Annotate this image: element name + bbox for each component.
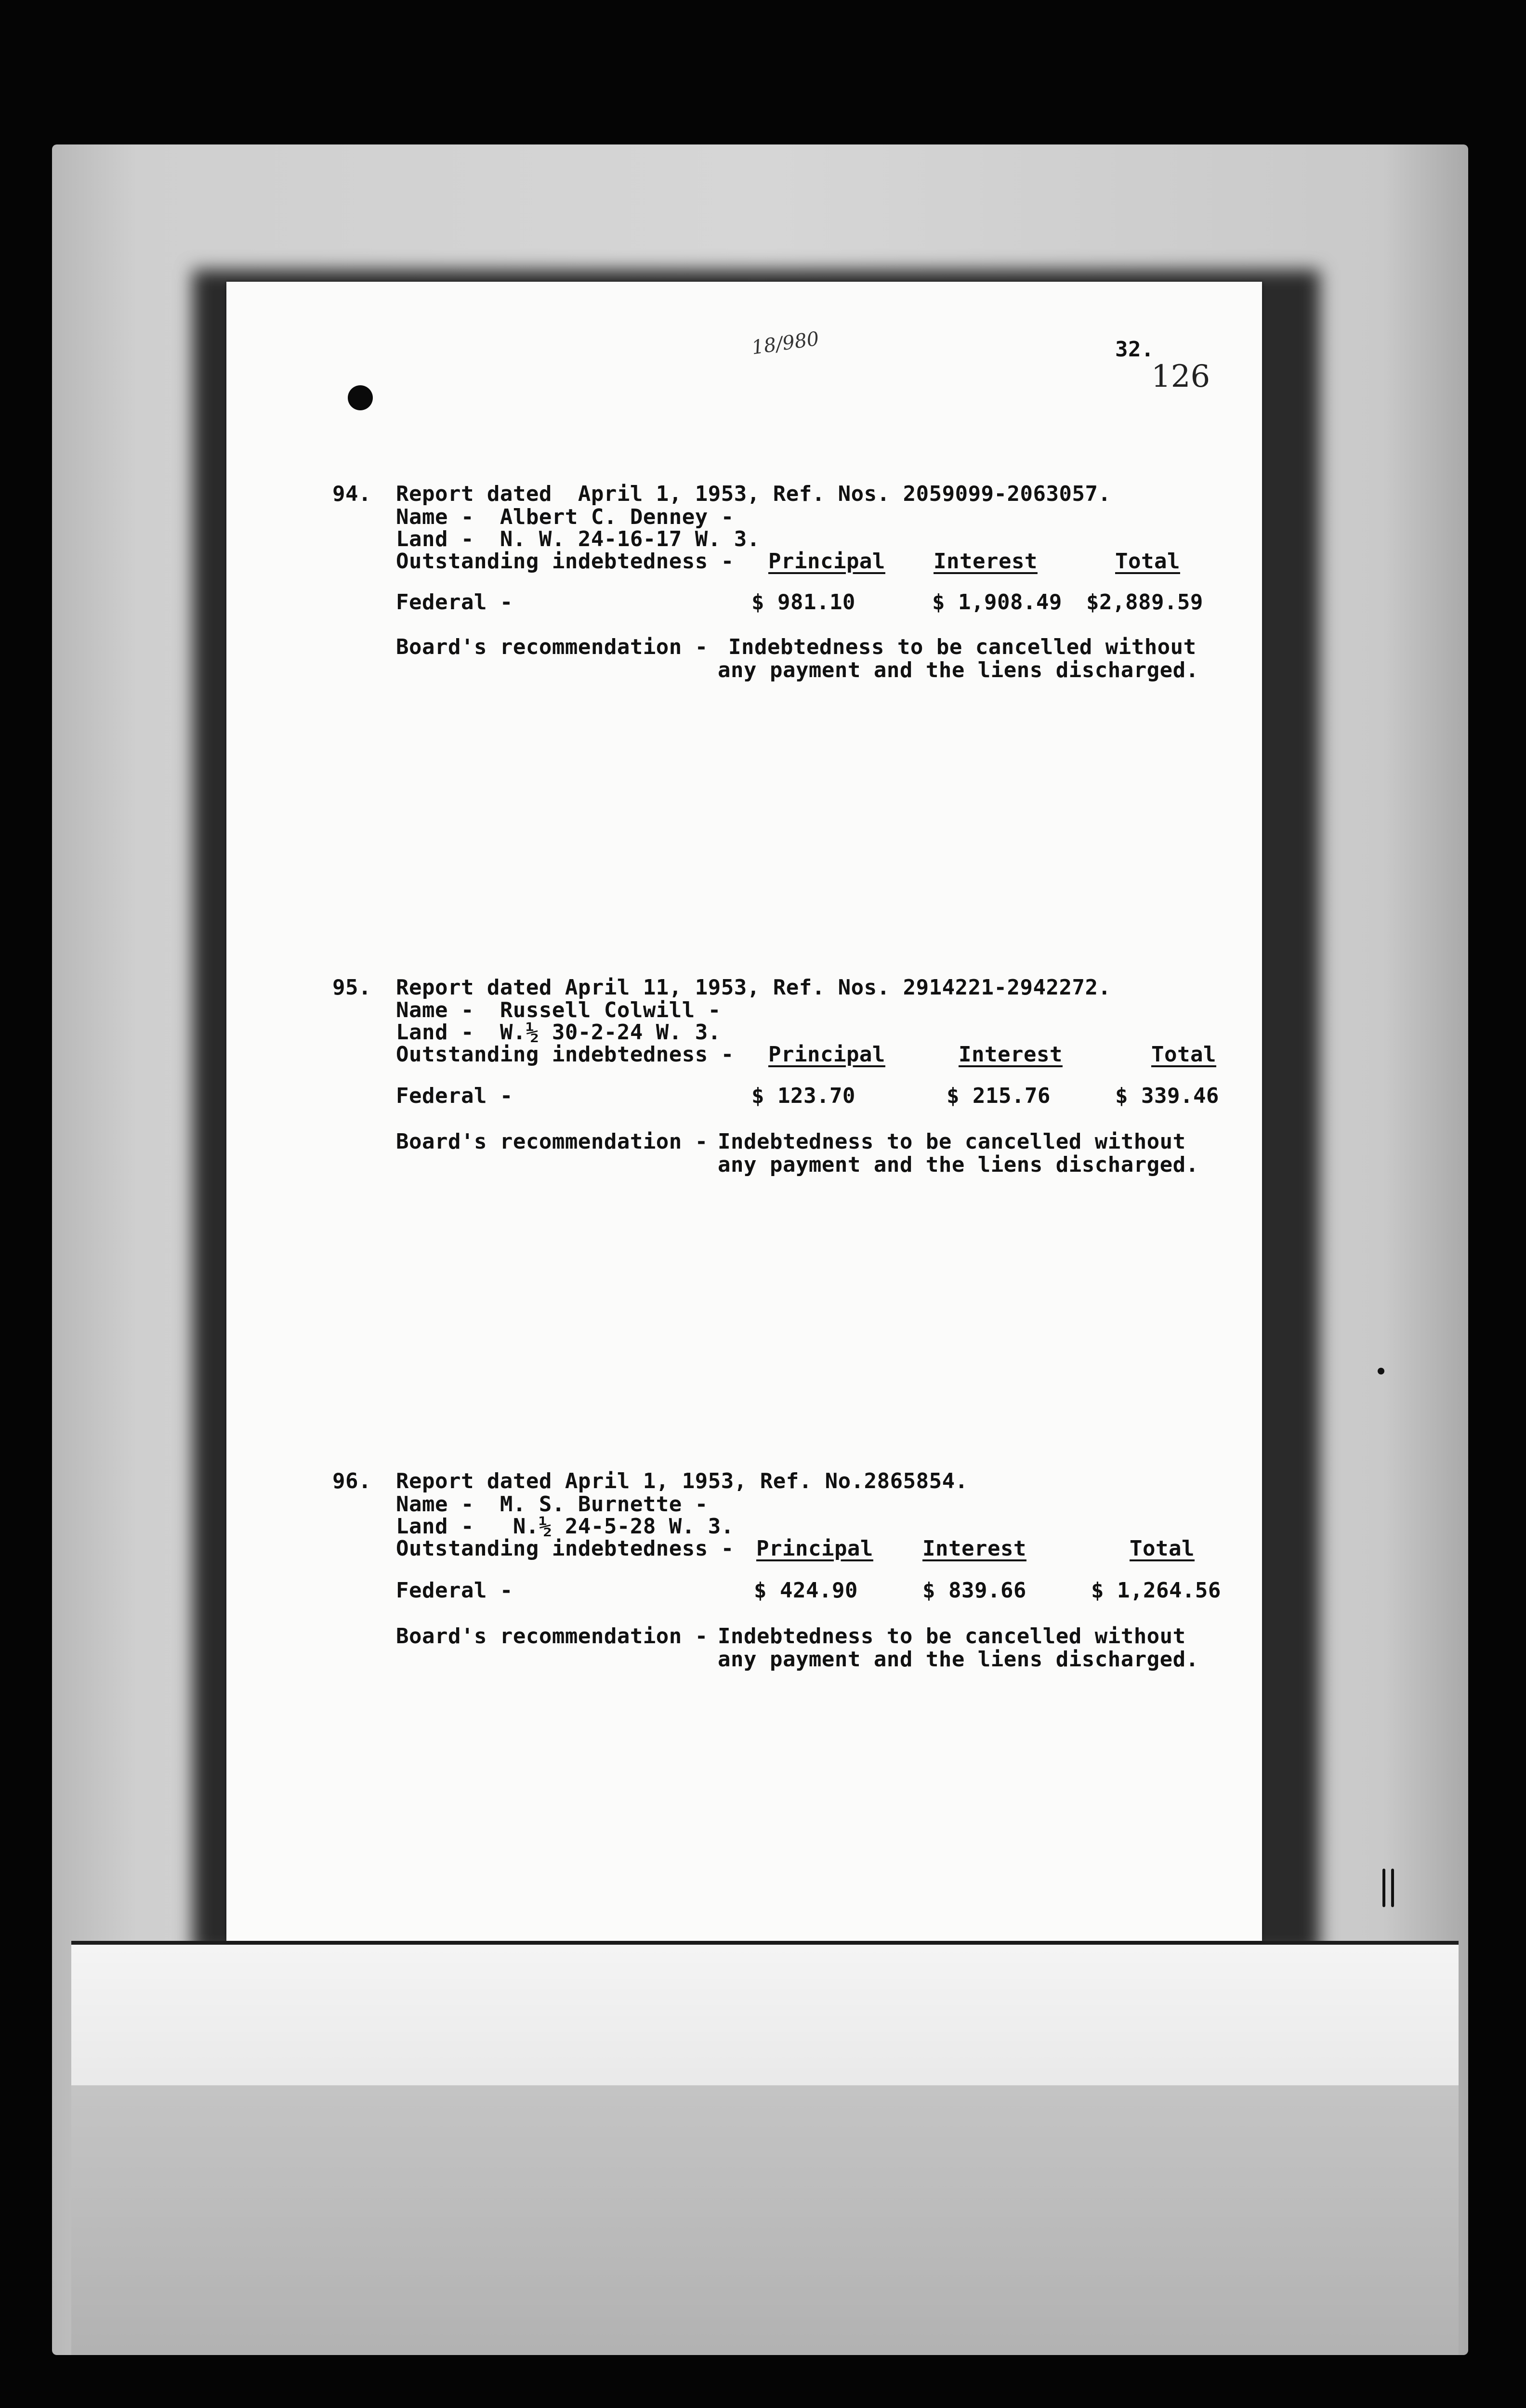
report-line: Report dated April 11, 1953, Ref. Nos. 2914221-2942272. bbox=[396, 975, 1111, 1000]
col-interest: Interest bbox=[922, 1536, 1026, 1561]
punch-hole bbox=[348, 385, 373, 410]
interest-value: $ 839.66 bbox=[922, 1578, 1026, 1603]
outstanding-label: Outstanding indebtedness - bbox=[396, 549, 734, 574]
outstanding-label: Outstanding indebtedness - bbox=[396, 1042, 734, 1067]
col-total: Total bbox=[1151, 1042, 1216, 1067]
recommendation-label: Board's recommendation - bbox=[396, 1624, 708, 1649]
recommendation-line-2: any payment and the liens discharged. bbox=[718, 1647, 1199, 1672]
land-line: Land - N.½ 24-5-28 W. 3. bbox=[396, 1514, 734, 1539]
col-total: Total bbox=[1115, 549, 1180, 574]
col-interest: Interest bbox=[959, 1042, 1063, 1067]
report-line: Report dated April 1, 1953, Ref. No.2865854. bbox=[396, 1469, 968, 1493]
report-line: Report dated April 1, 1953, Ref. Nos. 2059099-2063057. bbox=[396, 482, 1111, 506]
stamped-page-number: 126 bbox=[1151, 359, 1210, 394]
underlying-sheet-lower bbox=[71, 2085, 1459, 2355]
scan-speck bbox=[1378, 1368, 1384, 1374]
principal-value: $ 424.90 bbox=[754, 1578, 858, 1603]
recommendation-line-2: any payment and the liens discharged. bbox=[718, 1152, 1199, 1177]
scan-mark bbox=[1382, 1869, 1385, 1907]
recommendation-line-1: Indebtedness to be cancelled without bbox=[728, 635, 1197, 659]
entry-number: 95. bbox=[332, 975, 371, 1000]
recommendation-line-1: Indebtedness to be cancelled without bbox=[718, 1624, 1186, 1649]
entry-number: 96. bbox=[332, 1469, 371, 1493]
principal-value: $ 981.10 bbox=[751, 590, 855, 615]
recommendation-line-1: Indebtedness to be cancelled without bbox=[718, 1129, 1186, 1154]
total-value: $2,889.59 bbox=[1086, 590, 1203, 615]
col-interest: Interest bbox=[934, 549, 1038, 574]
typed-page-number: 32. bbox=[1115, 337, 1154, 362]
principal-value: $ 123.70 bbox=[751, 1084, 855, 1108]
scan-mark bbox=[1391, 1869, 1394, 1907]
col-principal: Principal bbox=[768, 1042, 885, 1067]
name-line: Name - Albert C. Denney - bbox=[396, 505, 734, 529]
interest-value: $ 1,908.49 bbox=[932, 590, 1062, 615]
land-line: Land - N. W. 24-16-17 W. 3. bbox=[396, 527, 760, 551]
col-principal: Principal bbox=[756, 1536, 873, 1561]
name-line: Name - Russell Colwill - bbox=[396, 998, 721, 1022]
underlying-sheet-strip bbox=[71, 1941, 1459, 2094]
name-line: Name - M. S. Burnette - bbox=[396, 1492, 708, 1517]
land-line: Land - W.½ 30-2-24 W. 3. bbox=[396, 1020, 721, 1045]
interest-value: $ 215.76 bbox=[947, 1084, 1051, 1108]
total-value: $ 339.46 bbox=[1115, 1084, 1219, 1108]
col-total: Total bbox=[1130, 1536, 1195, 1561]
total-value: $ 1,264.56 bbox=[1091, 1578, 1221, 1603]
entry-number: 94. bbox=[332, 482, 371, 506]
federal-label: Federal - bbox=[396, 590, 513, 615]
outstanding-label: Outstanding indebtedness - bbox=[396, 1536, 734, 1561]
federal-label: Federal - bbox=[396, 1084, 513, 1108]
recommendation-label: Board's recommendation - bbox=[396, 635, 708, 659]
col-principal: Principal bbox=[768, 549, 885, 574]
federal-label: Federal - bbox=[396, 1578, 513, 1603]
handwritten-file-mark: 18/980 bbox=[750, 327, 821, 359]
recommendation-line-2: any payment and the liens discharged. bbox=[718, 658, 1199, 682]
recommendation-label: Board's recommendation - bbox=[396, 1129, 708, 1154]
